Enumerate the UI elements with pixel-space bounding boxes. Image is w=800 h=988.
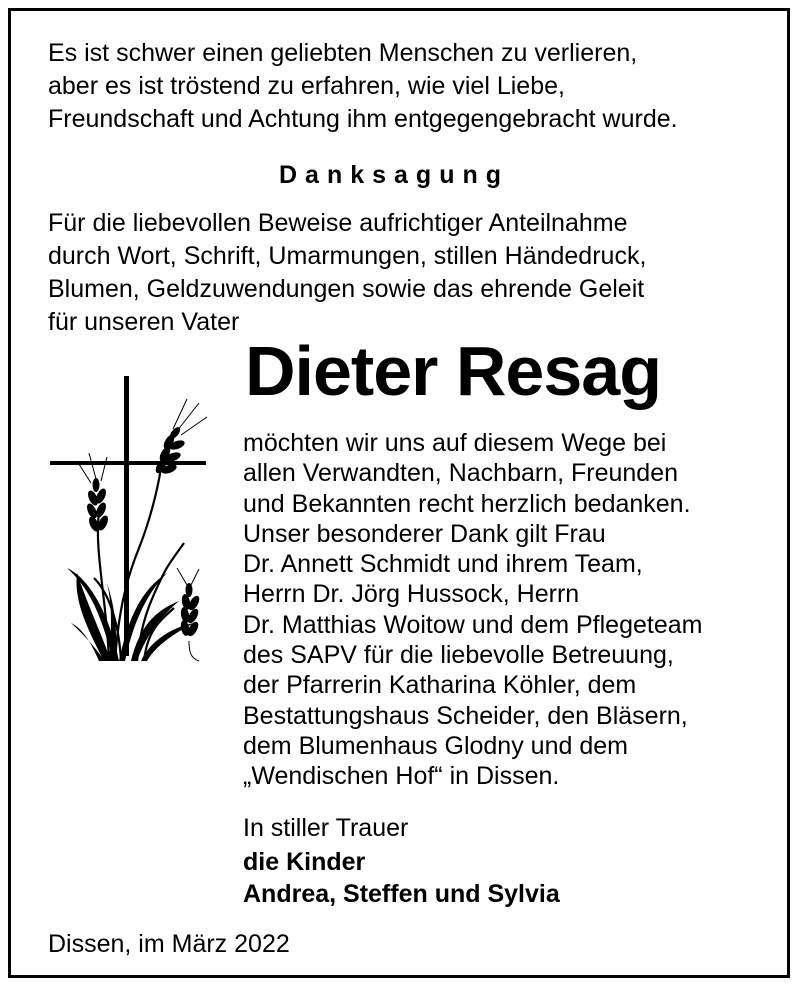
body-line: „Wendischen Hof“ in Dissen. xyxy=(243,762,560,791)
body-line: Dr. Annett Schmidt und ihrem Team, xyxy=(243,550,643,579)
body-line: der Pfarrerin Katharina Köhler, dem xyxy=(243,671,637,700)
place-date-text: Dissen, im März 2022 xyxy=(48,930,290,958)
signer-line: Andrea, Steffen und Sylvia xyxy=(243,880,560,908)
body-line: Dr. Matthias Woitow und dem Pflegeteam xyxy=(243,610,703,639)
body-line: Unser besonderer Dank gilt Frau xyxy=(243,519,606,548)
body-line: allen Verwandten, Nachbarn, Freunden xyxy=(243,459,679,488)
body-line: Bestattungshaus Scheider, den Bläsern, xyxy=(243,701,688,730)
signer-line: die Kinder xyxy=(243,848,366,876)
thanks-line: Für die liebevollen Beweise aufrichtiger Anteilnahme xyxy=(48,209,628,237)
signers xyxy=(243,846,560,910)
heading-danksagung: Danksagung xyxy=(278,161,510,189)
thanks-text xyxy=(48,207,646,339)
thanks-line: Blumen, Geldzuwendungen sowie das ehrende Geleit xyxy=(48,275,645,303)
body-line: möchten wir uns auf diesem Wege bei xyxy=(243,429,667,457)
place-date xyxy=(48,929,290,959)
mourning-line xyxy=(243,813,408,843)
deceased-name: Dieter Resag xyxy=(245,332,661,410)
intro-text xyxy=(48,37,678,136)
body-line: Herrn Dr. Jörg Hussock, Herrn xyxy=(243,580,580,609)
intro-line: aber es ist tröstend zu erfahren, wie viel Liebe, xyxy=(48,72,565,100)
thanks-line: für unseren Vater xyxy=(48,308,240,336)
intro-line: Es ist schwer einen geliebten Menschen zu verlieren, xyxy=(48,39,638,67)
thanks-line: durch Wort, Schrift, Umarmungen, stillen Händedruck, xyxy=(48,242,647,270)
cross-with-wheat-icon xyxy=(49,373,214,663)
acknowledgement-text xyxy=(243,428,702,792)
mourning-text: In stiller Trauer xyxy=(243,814,409,842)
body-line: und Bekannten recht herzlich bedanken. xyxy=(243,489,691,518)
body-line: des SAPV für die liebevolle Betreuung, xyxy=(243,641,674,670)
obituary-card xyxy=(8,8,790,978)
intro-line: Freundschaft und Achtung ihm entgegengebracht wurde. xyxy=(48,105,678,133)
body-line: dem Blumenhaus Glodny und dem xyxy=(243,731,628,760)
